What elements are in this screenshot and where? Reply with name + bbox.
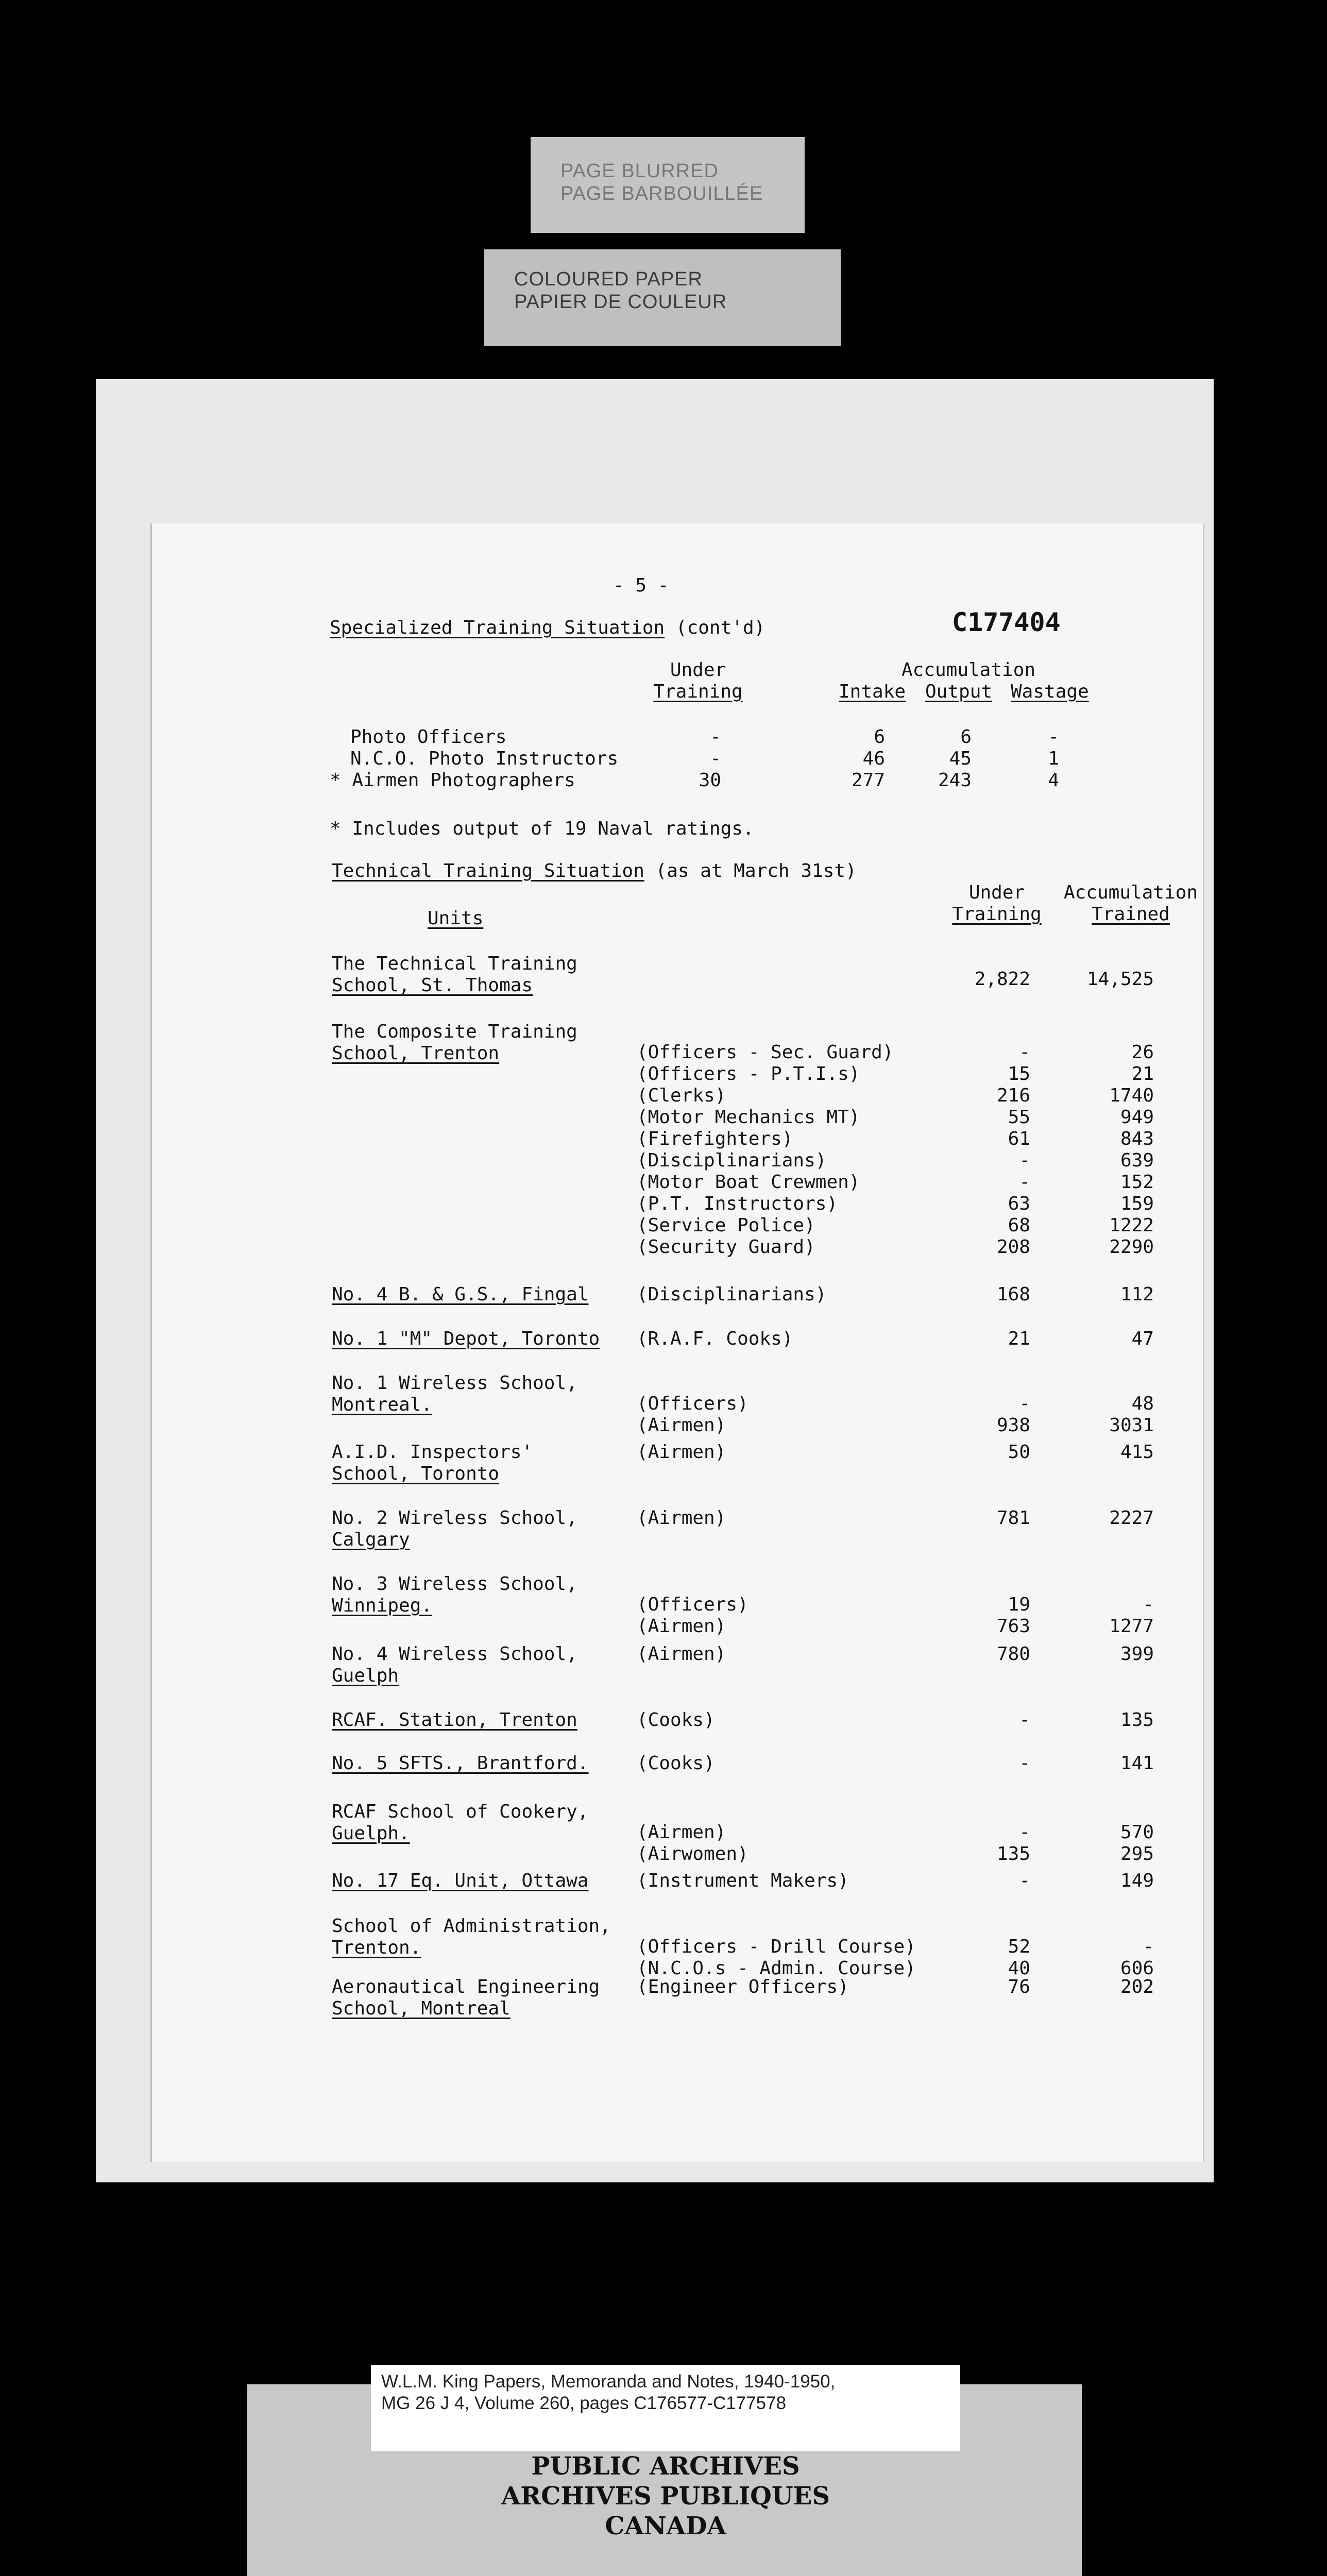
trade-label: (Motor Boat Crewmen) [637,1172,860,1193]
archives-stamp [371,2451,960,2541]
cell-under-training: - [1019,1172,1030,1193]
section2-under-header [938,882,1056,925]
archives-line: PUBLIC ARCHIVES [531,2452,800,2481]
cell-accumulation-trained: 48 [1131,1393,1154,1414]
cell-wastage: 4 [1048,770,1059,791]
header-training: Training [653,681,743,702]
trade-label: (Engineer Officers) [637,1976,849,1997]
cell-under-training: - [710,726,721,748]
row-label: N.C.O. Photo Instructors [350,748,619,769]
cell-accumulation-trained: 26 [1131,1042,1154,1063]
unit-name-line2: School, Toronto [332,1463,500,1484]
cell-under-training: 938 [996,1415,1030,1436]
trade-label: (Airmen) [637,1415,726,1436]
section2-title: Technical Training Situation [332,860,644,882]
section1-accumulation-header: Accumulation [901,659,1036,681]
cell-wastage: - [1048,726,1059,748]
unit-name-line1: RCAF. Station, Trenton [332,1709,577,1731]
trade-label: (Security Guard) [637,1236,815,1258]
row-label: Photo Officers [350,726,507,748]
trade-label: (Officers) [637,1393,748,1414]
trade-label: (P.T. Instructors) [637,1193,838,1214]
unit-name-line1: No. 2 Wireless School, [332,1507,577,1529]
cell-under-training: 2,822 [974,969,1030,990]
cell-accumulation-trained: 202 [1120,1976,1154,1997]
cell-under-training: 763 [996,1616,1030,1637]
citation-label [371,2365,960,2451]
document-id: C177404 [952,607,1061,637]
cell-under-training: 135 [996,1843,1030,1865]
cell-under-training: 68 [1008,1215,1030,1236]
page-number: - 5 - [613,575,669,596]
cell-under-training: 19 [1008,1594,1030,1615]
cell-accumulation-trained: 399 [1120,1643,1154,1665]
unit-name-line1: No. 4 Wireless School, [332,1643,577,1665]
cell-under-training: - [1019,1753,1030,1774]
cell-accumulation-trained: 639 [1120,1150,1154,1171]
cell-under-training: 781 [996,1507,1030,1529]
cell-accumulation-trained: 2227 [1109,1507,1154,1529]
cell-under-training: 168 [996,1284,1030,1305]
cell-under-training: - [1019,1150,1030,1171]
cell-output: 6 [960,726,972,748]
unit-name-line2: Calgary [332,1529,410,1550]
cell-accumulation-trained: - [1143,1936,1154,1957]
unit-name-line1: The Technical Training [332,953,577,974]
unit-name-line1: No. 4 B. & G.S., Fingal [332,1284,589,1305]
trade-label: (Service Police) [637,1215,815,1236]
cell-under-training: 50 [1008,1442,1030,1463]
header-training: Training [952,904,1042,925]
cell-under-training: 30 [699,770,721,791]
trade-label: (Airmen) [637,1507,726,1529]
cell-under-training: 55 [1008,1107,1030,1128]
trade-label: (Disciplinarians) [637,1284,827,1305]
cell-accumulation-trained: 295 [1120,1843,1154,1865]
section1-title: Specialized Training Situation [330,617,665,638]
cell-accumulation-trained: 1277 [1109,1616,1154,1637]
trade-label: (Officers - P.T.I.s) [637,1063,860,1084]
footnote: * Includes output of 19 Naval ratings. [330,818,754,839]
cell-accumulation-trained: 1740 [1109,1085,1154,1106]
trade-label: (Airmen) [637,1643,726,1665]
unit-name-line1: The Composite Training [332,1021,577,1042]
cell-accumulation-trained: 149 [1120,1870,1154,1891]
cell-accumulation-trained: 949 [1120,1107,1154,1128]
unit-name-line1: No. 1 "M" Depot, Toronto [332,1328,600,1349]
cell-accumulation-trained: 152 [1120,1172,1154,1193]
section1-suffix: (cont'd) [675,617,765,638]
trade-label: (Disciplinarians) [637,1150,827,1171]
trade-label: (Airmen) [637,1822,726,1843]
trade-label: (Airmen) [637,1442,726,1463]
cell-under-training: 15 [1008,1063,1030,1084]
cell-accumulation-trained: 47 [1131,1328,1154,1349]
section2-suffix: (as at March 31st) [655,860,857,882]
unit-name-line2: Guelph [332,1665,399,1686]
trade-label: (Clerks) [637,1085,726,1106]
coloured-paper-stamp [484,249,841,346]
header-trained: Trained [1092,904,1170,925]
stamp-line-fr: PAPIER DE COULEUR [514,291,727,313]
cell-accumulation-trained: 843 [1120,1128,1154,1149]
trade-label: (Officers) [637,1594,748,1615]
row-label: * Airmen Photographers [330,770,575,791]
unit-name-line1: School of Administration, [332,1916,611,1937]
cell-output: 45 [949,748,972,769]
trade-label: (Airmen) [637,1616,726,1637]
page-blurred-stamp [531,137,805,233]
stamp-line-en: PAGE BLURRED [560,160,719,182]
unit-name-line2: Trenton. [332,1937,421,1958]
cell-under-training: 61 [1008,1128,1030,1149]
header-wastage: Wastage [1011,681,1089,702]
unit-name-line2: Guelph. [332,1823,410,1844]
archives-line: ARCHIVES PUBLIQUES [501,2482,830,2511]
unit-name-line1: No. 5 SFTS., Brantford. [332,1753,589,1774]
trade-label: (Firefighters) [637,1128,793,1149]
trade-label: (Officers - Sec. Guard) [637,1042,894,1063]
cell-under-training: 63 [1008,1193,1030,1214]
cell-accumulation-trained: 570 [1120,1822,1154,1843]
cell-accumulation-trained: 14,525 [1086,969,1154,990]
cell-output: 243 [938,770,972,791]
stamp-line-fr: PAGE BARBOUILLÉE [560,183,763,205]
cell-under-training: - [1019,1042,1030,1063]
cell-under-training: 52 [1008,1936,1030,1957]
unit-name-line1: RCAF School of Cookery, [332,1801,589,1822]
cell-accumulation-trained: 606 [1120,1958,1154,1979]
trade-label: (N.C.O.s - Admin. Course) [637,1958,916,1979]
cell-under-training: - [710,748,721,769]
section1-heading [330,617,765,639]
trade-label: (R.A.F. Cooks) [637,1328,793,1349]
cell-accumulation-trained: 135 [1120,1709,1154,1731]
unit-name-line1: No. 1 Wireless School, [332,1372,577,1394]
cell-accumulation-trained: - [1143,1594,1154,1615]
header-under: Under [670,659,726,681]
cell-accumulation-trained: 21 [1131,1063,1154,1084]
cell-intake: 6 [874,726,885,748]
cell-under-training: - [1019,1822,1030,1843]
cell-intake: 277 [851,770,885,791]
unit-name-line2: Montreal. [332,1394,433,1415]
cell-accumulation-trained: 112 [1120,1284,1154,1305]
cell-accumulation-trained: 1222 [1109,1215,1154,1236]
section1-under-header [644,659,752,703]
cell-under-training: - [1019,1870,1030,1891]
cell-accumulation-trained: 141 [1120,1753,1154,1774]
cell-under-training: 208 [996,1236,1030,1258]
unit-name-line2: School, Montreal [332,1998,511,2019]
trade-label: (Cooks) [637,1709,715,1731]
cell-under-training: - [1019,1393,1030,1414]
cell-under-training: 780 [996,1643,1030,1665]
cell-accumulation-trained: 159 [1120,1193,1154,1214]
cell-accumulation-trained: 415 [1120,1442,1154,1463]
trade-label: (Instrument Makers) [637,1870,849,1891]
header-accumulation: Accumulation [1063,882,1198,903]
stamp-line-en: COLOURED PAPER [514,268,703,290]
unit-name-line1: No. 3 Wireless School, [332,1573,577,1595]
cell-under-training: 216 [996,1085,1030,1106]
trade-label: (Motor Mechanics MT) [637,1107,860,1128]
section2-heading [332,860,857,882]
citation-line: MG 26 J 4, Volume 260, pages C176577-C177578 [381,2393,787,2413]
unit-name-line2: School, St. Thomas [332,975,533,996]
header-units: Units [428,908,484,929]
unit-name-line1: No. 17 Eq. Unit, Ottawa [332,1870,589,1891]
trade-label: (Airwomen) [637,1843,748,1865]
unit-name-line1: A.I.D. Inspectors' [332,1442,533,1463]
trade-label: (Cooks) [637,1753,715,1774]
cell-wastage: 1 [1048,748,1059,769]
archives-line: CANADA [605,2512,726,2540]
header-intake: Intake [839,681,906,702]
cell-under-training: - [1019,1709,1030,1731]
unit-name-line2: Winnipeg. [332,1595,433,1616]
unit-name-line1: Aeronautical Engineering [332,1976,600,1997]
header-under: Under [968,882,1025,903]
cell-accumulation-trained: 2290 [1109,1236,1154,1258]
cell-under-training: 40 [1008,1958,1030,1979]
citation-line: W.L.M. King Papers, Memoranda and Notes, 1940-1950, [381,2371,836,2392]
trade-label: (Officers - Drill Course) [637,1936,916,1957]
cell-under-training: 21 [1008,1328,1030,1349]
header-output: Output [925,681,993,702]
section2-accumulation-header [1056,882,1205,925]
cell-accumulation-trained: 3031 [1109,1415,1154,1436]
cell-under-training: 76 [1008,1976,1030,1997]
unit-name-line2: School, Trenton [332,1043,500,1064]
cell-intake: 46 [862,748,885,769]
